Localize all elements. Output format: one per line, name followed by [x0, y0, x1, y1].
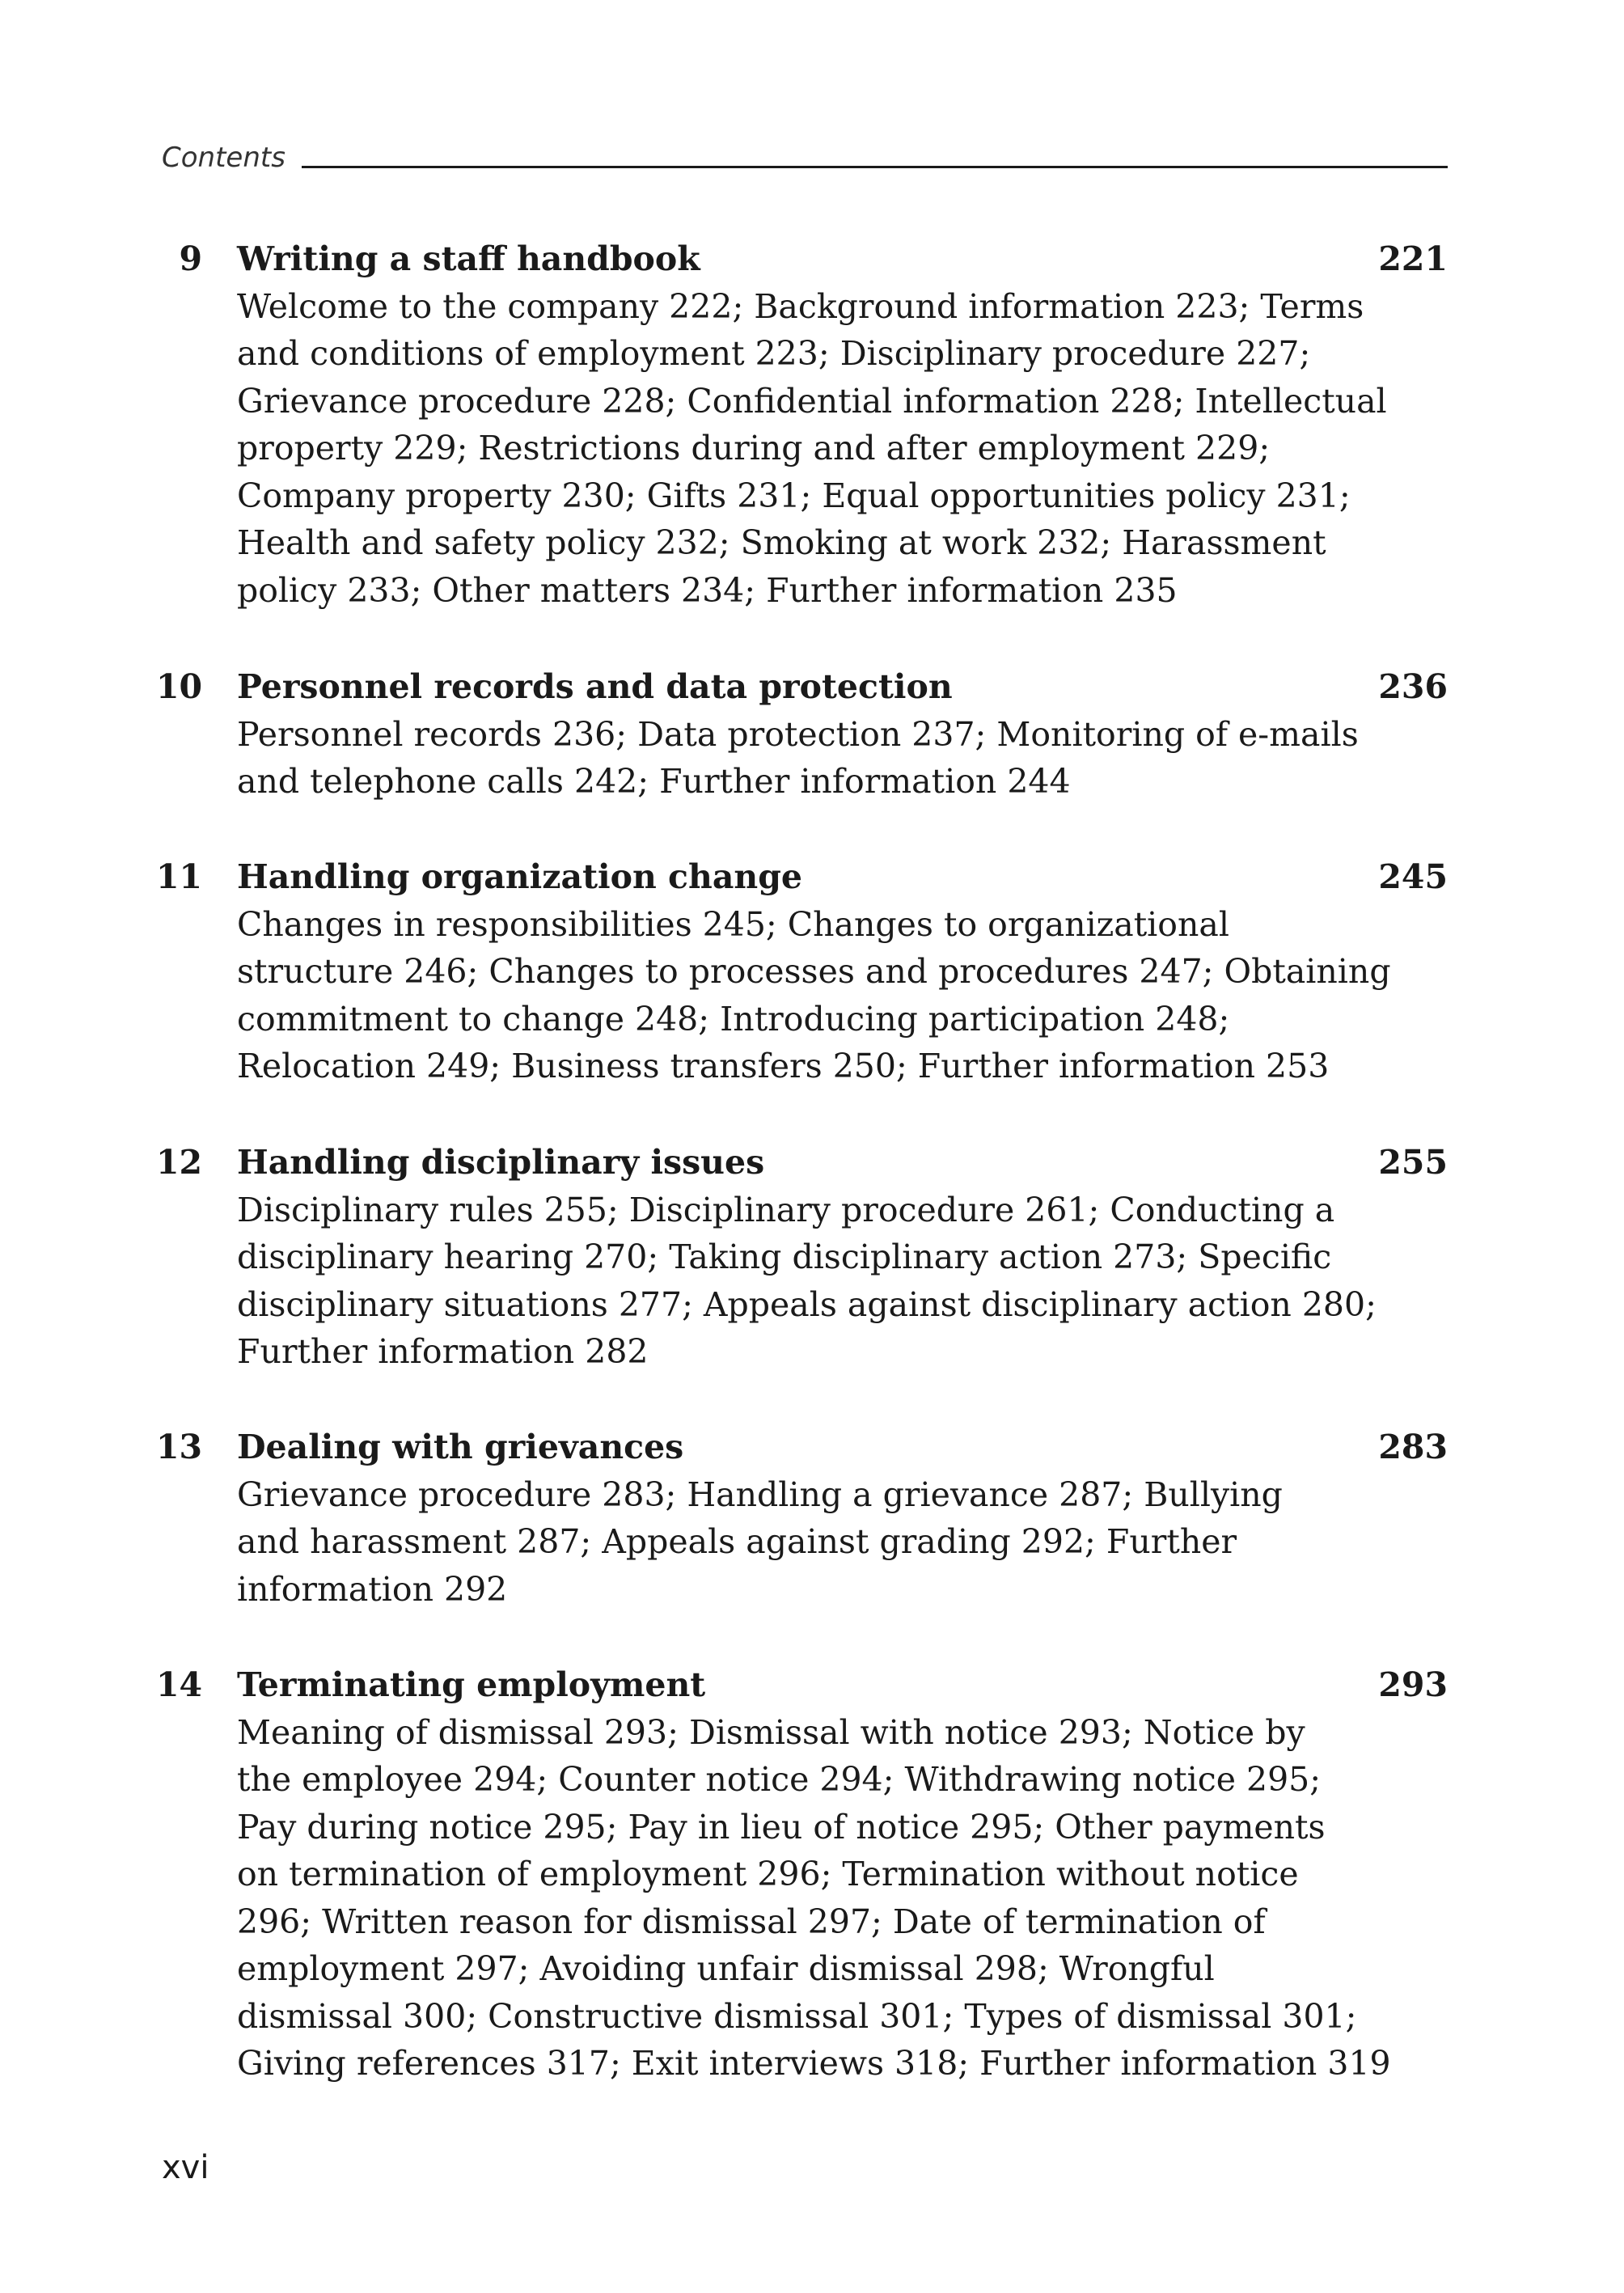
chapter-title: Personnel records and data protection — [237, 667, 953, 706]
subtopic-line: structure 246; Changes to processes and procedures 247; Obtaining — [237, 952, 1391, 991]
chapter-subtopics — [237, 1471, 1448, 1614]
chapter-subtopics — [237, 283, 1448, 615]
subtopic-line: property 229; Restrictions during and after employment 229; — [237, 429, 1271, 467]
subtopic-line: Health and safety policy 232; Smoking at work 232; Harassment — [237, 523, 1326, 562]
subtopic-line: Grievance procedure 228; Confidential information 228; Intellectual — [237, 381, 1387, 421]
subtopic-line: commitment to change 248; Introducing participation 248; — [237, 999, 1230, 1039]
chapter-heading — [154, 235, 1448, 283]
subtopic-line: information 292 — [237, 1569, 508, 1609]
chapter-subtopics — [237, 1709, 1448, 2088]
chapter-subtopics — [237, 901, 1448, 1090]
subtopic-line: Welcome to the company 222; Background information 223; Terms — [237, 286, 1364, 326]
toc-entry-chapter-10 — [154, 663, 1448, 806]
subtopic-line: dismissal 300; Constructive dismissal 301; Types of dismissal 301; — [237, 1996, 1357, 2036]
chapter-heading — [154, 663, 1448, 711]
chapter-title: Dealing with grievances — [237, 1428, 684, 1466]
toc-entry-chapter-9 — [154, 235, 1448, 614]
chapter-title: Writing a staff handbook — [237, 239, 700, 278]
chapter-number: 14 — [155, 1665, 202, 1704]
toc-entry-chapter-12 — [154, 1139, 1448, 1376]
subtopic-line: employment 297; Avoiding unfair dismissal 298; Wrongful — [237, 1949, 1215, 1988]
chapter-number: 13 — [155, 1428, 202, 1466]
subtopic-line: policy 233; Other matters 234; Further information 235 — [237, 570, 1178, 610]
chapter-number: 9 — [179, 239, 202, 278]
chapter-heading — [154, 1139, 1448, 1187]
chapter-page-number: 293 — [1378, 1665, 1448, 1704]
chapter-page-number: 245 — [1378, 857, 1448, 896]
toc-entry-chapter-11 — [154, 853, 1448, 1090]
subtopic-line: Disciplinary rules 255; Disciplinary procedure 261; Conducting a — [237, 1190, 1335, 1229]
chapter-subtopics — [237, 711, 1448, 806]
chapter-subtopics — [237, 1187, 1448, 1376]
subtopic-line: Giving references 317; Exit interviews 318; Further information 319 — [237, 2044, 1391, 2083]
chapter-number: 10 — [155, 667, 202, 706]
subtopic-line: Pay during notice 295; Pay in lieu of notice 295; Other payments — [237, 1807, 1326, 1847]
chapter-page-number: 255 — [1378, 1143, 1448, 1182]
chapter-number: 12 — [155, 1143, 202, 1182]
page-folio: xvi — [162, 2149, 209, 2186]
running-head-label: Contents — [162, 142, 285, 174]
subtopic-line: Further information 282 — [237, 1332, 649, 1371]
subtopic-line: and harassment 287; Appeals against grading 292; Further — [237, 1522, 1237, 1561]
running-head — [162, 142, 1448, 174]
chapter-heading — [154, 1424, 1448, 1471]
subtopic-line: Company property 230; Gifts 231; Equal opportunities policy 231; — [237, 476, 1351, 515]
subtopic-line: Meaning of dismissal 293; Dismissal with notice 293; Notice by — [237, 1712, 1305, 1752]
chapter-heading — [154, 853, 1448, 901]
toc-entry-chapter-14 — [154, 1661, 1448, 2088]
subtopic-line: Grievance procedure 283; Handling a grievance 287; Bullying — [237, 1474, 1283, 1514]
subtopic-line: on termination of employment 296; Termination without notice — [237, 1855, 1299, 1893]
chapter-title: Handling organization change — [237, 857, 802, 896]
chapter-page-number: 283 — [1378, 1428, 1448, 1466]
subtopic-line: the employee 294; Counter notice 294; Withdrawing notice 295; — [237, 1760, 1322, 1799]
chapter-heading — [154, 1661, 1448, 1709]
subtopic-line: and conditions of employment 223; Disciplinary procedure 227; — [237, 334, 1311, 373]
subtopic-line: Changes in responsibilities 245; Changes to organizational — [237, 904, 1229, 944]
subtopic-line: disciplinary hearing 270; Taking disciplinary action 273; Specific — [237, 1237, 1332, 1276]
subtopic-line: 296; Written reason for dismissal 297; Date of termination of — [237, 1902, 1266, 1941]
toc-entry-chapter-13 — [154, 1424, 1448, 1613]
chapter-number: 11 — [155, 857, 202, 896]
chapter-page-number: 236 — [1378, 667, 1448, 706]
chapter-page-number: 221 — [1378, 239, 1448, 278]
chapter-title: Terminating employment — [237, 1665, 706, 1704]
running-head-rule — [302, 166, 1448, 168]
subtopic-line: disciplinary situations 277; Appeals against disciplinary action 280; — [237, 1284, 1377, 1324]
subtopic-line: and telephone calls 242; Further information 244 — [237, 762, 1071, 801]
subtopic-line: Personnel records 236; Data protection 237; Monitoring of e-mails — [237, 714, 1359, 754]
subtopic-line: Relocation 249; Business transfers 250; Further information 253 — [237, 1047, 1330, 1085]
chapter-title: Handling disciplinary issues — [237, 1143, 765, 1182]
